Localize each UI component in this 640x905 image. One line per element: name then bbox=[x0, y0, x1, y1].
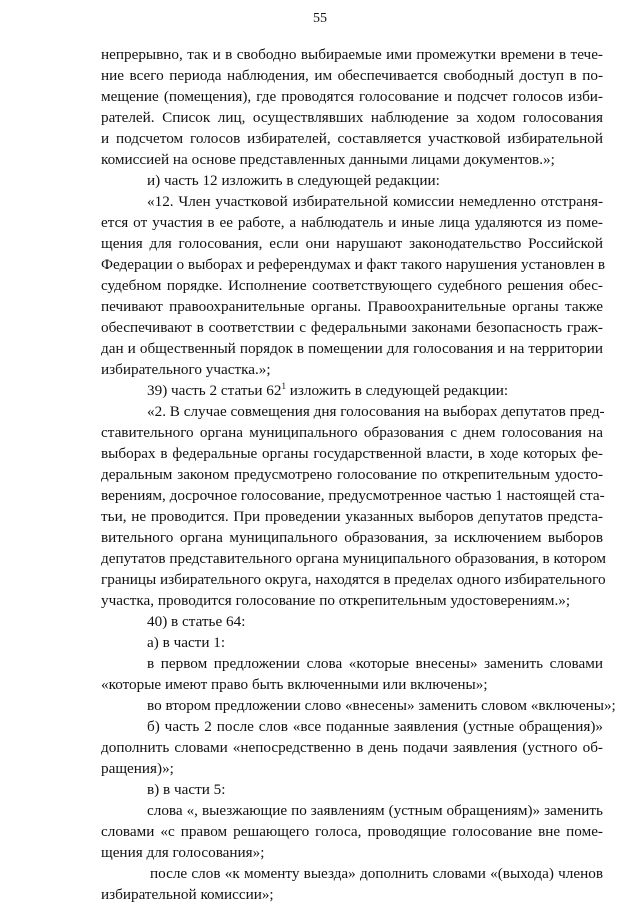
text-line: и подсчетом голосов избирателей, составляется участковой избирательной bbox=[101, 130, 603, 147]
text-line: избирательного участка.»; bbox=[101, 361, 271, 378]
text-line: непрерывно, так и в свободно выбираемые ими промежутки времени в тече- bbox=[101, 46, 603, 63]
text-line: в) в части 5: bbox=[147, 781, 226, 798]
text-line: верениям, досрочное голосование, предусмотренное частью 1 настоящей ста- bbox=[101, 487, 605, 504]
text-line: и) часть 12 изложить в следующей редакции: bbox=[147, 172, 440, 189]
text-line: «которые имеют право быть включенными или включены»; bbox=[101, 676, 488, 693]
text-line: ется от участия в ее работе, а наблюдатель и иные лица удаляются из поме- bbox=[101, 214, 603, 231]
text-line: после слов «к моменту выезда» дополнить словами «(выхода) членов bbox=[150, 865, 603, 882]
text-line: судебном порядке. Исполнение соответствующего судебного решения обес- bbox=[101, 277, 603, 294]
text-line: 40) в статье 64: bbox=[147, 613, 246, 630]
text-line: обеспечивают в соответствии с федеральными законами безопасность граж- bbox=[101, 319, 603, 336]
text-line: ращения)»; bbox=[101, 760, 174, 777]
text-line: во втором предложении слово «внесены» заменить словом «включены»; bbox=[147, 697, 616, 714]
text-line: тьи, не проводится. При проведении указанных выборов депутатов предста- bbox=[101, 508, 603, 525]
text-line: вительного органа муниципального образования, за исключением выборов bbox=[101, 529, 603, 546]
text-fragment: 39) часть 2 статьи 62 bbox=[147, 382, 282, 399]
text-line: выборах в федеральные органы государственной власти, в ходе которых фе- bbox=[101, 445, 603, 462]
text-line: б) часть 2 после слов «все поданные заявления (устные обращения)» bbox=[147, 718, 603, 735]
text-line: мещение (помещения), где проводятся голосование и подсчет голосов изби- bbox=[101, 88, 603, 105]
text-line: щения для голосования, если они нарушают законодательство Российской bbox=[101, 235, 603, 252]
text-fragment: изложить в следующей редакции: bbox=[286, 382, 509, 399]
text-line: а) в части 1: bbox=[147, 634, 226, 651]
text-line: Федерации о выборах и референдумах и факт такого нарушения установлен в bbox=[101, 256, 606, 273]
text-line: щения для голосования»; bbox=[101, 844, 265, 861]
text-line: рателей. Список лиц, осуществлявших наблюдение за ходом голосования bbox=[101, 109, 603, 126]
text-line: ставительного органа муниципального образования с днем голосования на bbox=[101, 424, 603, 441]
text-line: границы избирательного округа, находятся в пределах одного избирательного bbox=[101, 571, 606, 588]
text-line: слова «, выезжающие по заявлениям (устным обращениям)» заменить bbox=[147, 802, 603, 819]
text-line-with-superscript bbox=[147, 381, 603, 400]
text-line: комиссией на основе представленных данными лицами документов.»; bbox=[101, 151, 555, 168]
text-line: «2. В случае совмещения дня голосования на выборах депутатов пред- bbox=[147, 403, 605, 420]
text-line: деральным законом предусмотрено голосование по открепительным удосто- bbox=[101, 466, 603, 483]
text-line: словами «с правом решающего голоса, проводящие голосование вне поме- bbox=[101, 823, 603, 840]
text-line: ние всего периода наблюдения, им обеспечивается свободный доступ в по- bbox=[101, 67, 603, 84]
text-line: участка, проводится голосование по открепительным удостоверениям.»; bbox=[101, 592, 571, 609]
text-line: «12. Член участковой избирательной комиссии немедленно отстраня- bbox=[147, 193, 603, 210]
text-line: дополнить словами «непосредственно в день подачи заявления (устного об- bbox=[101, 739, 603, 756]
text-line: избирательной комиссии»; bbox=[101, 886, 274, 903]
text-line: депутатов представительного органа муниципального образования, в котором bbox=[101, 550, 607, 567]
text-line: дан и общественный порядок в помещении для голосования и на территории bbox=[101, 340, 603, 357]
superscript: 1 bbox=[281, 381, 286, 391]
page-number: 55 bbox=[313, 11, 327, 26]
text-line: печивают правоохранительные органы. Правоохранительные органы также bbox=[101, 298, 603, 315]
text-line: в первом предложении слова «которые внесены» заменить словами bbox=[147, 655, 603, 672]
